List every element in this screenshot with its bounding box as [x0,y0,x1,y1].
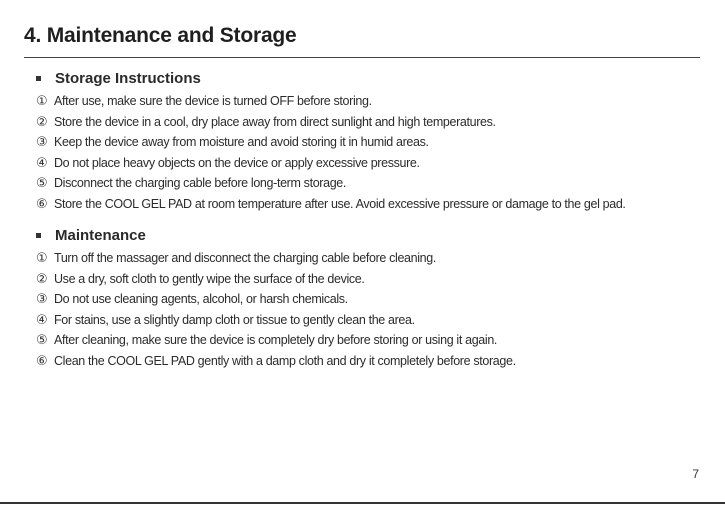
title-divider [24,57,700,58]
item-number: ③ [36,134,48,150]
item-text: Store the device in a cool, dry place away from direct sunlight and high temperatures. [54,114,496,129]
square-bullet-icon [36,233,41,238]
item-number: ④ [36,311,48,327]
item-number: ⑥ [36,352,48,368]
item-number: ⑥ [36,195,48,211]
list-item [36,289,706,310]
bottom-divider [0,502,725,504]
list-item [36,112,706,133]
list-item [36,132,706,153]
item-text: Clean the COOL GEL PAD gently with a damp cloth and dry it completely before storage. [54,353,516,368]
item-number: ⑤ [36,332,48,348]
storage-heading-label: Storage Instructions [55,69,201,87]
maintenance-section [36,224,706,371]
storage-list [36,91,706,214]
item-number: ③ [36,291,48,307]
item-number: ② [36,270,48,286]
maintenance-heading [36,224,706,246]
list-item [36,310,706,331]
page-title: 4. Maintenance and Storage [24,24,297,47]
list-item [36,91,706,112]
item-text: Use a dry, soft cloth to gently wipe the surface of the device. [54,271,365,286]
item-text: For stains, use a slightly damp cloth or tissue to gently clean the area. [54,312,415,327]
list-item [36,153,706,174]
item-number: ④ [36,154,48,170]
item-text: Store the COOL GEL PAD at room temperature after use. Avoid excessive pressure or damage to the gel pad. [54,196,626,211]
item-text: After cleaning, make sure the device is completely dry before storing or using it again. [54,333,498,348]
item-number: ② [36,113,48,129]
list-item [36,351,706,372]
item-text: After use, make sure the device is turned OFF before storing. [54,94,372,109]
item-number: ① [36,250,48,266]
storage-instructions-section [36,67,706,214]
item-text: Turn off the massager and disconnect the charging cable before cleaning. [54,251,437,266]
list-item [36,248,706,269]
square-bullet-icon [36,76,41,81]
item-text: Do not place heavy objects on the device or apply excessive pressure. [54,155,420,170]
maintenance-heading-label: Maintenance [55,226,146,244]
item-number: ⑤ [36,175,48,191]
maintenance-list [36,248,706,371]
storage-heading [36,67,706,89]
item-text: Do not use cleaning agents, alcohol, or harsh chemicals. [54,292,348,307]
item-number: ① [36,93,48,109]
list-item [36,330,706,351]
item-text: Keep the device away from moisture and avoid storing it in humid areas. [54,135,429,150]
list-item [36,173,706,194]
list-item [36,194,706,215]
list-item [36,269,706,290]
item-text: Disconnect the charging cable before long-term storage. [54,176,347,191]
page-number: 7 [692,467,699,481]
